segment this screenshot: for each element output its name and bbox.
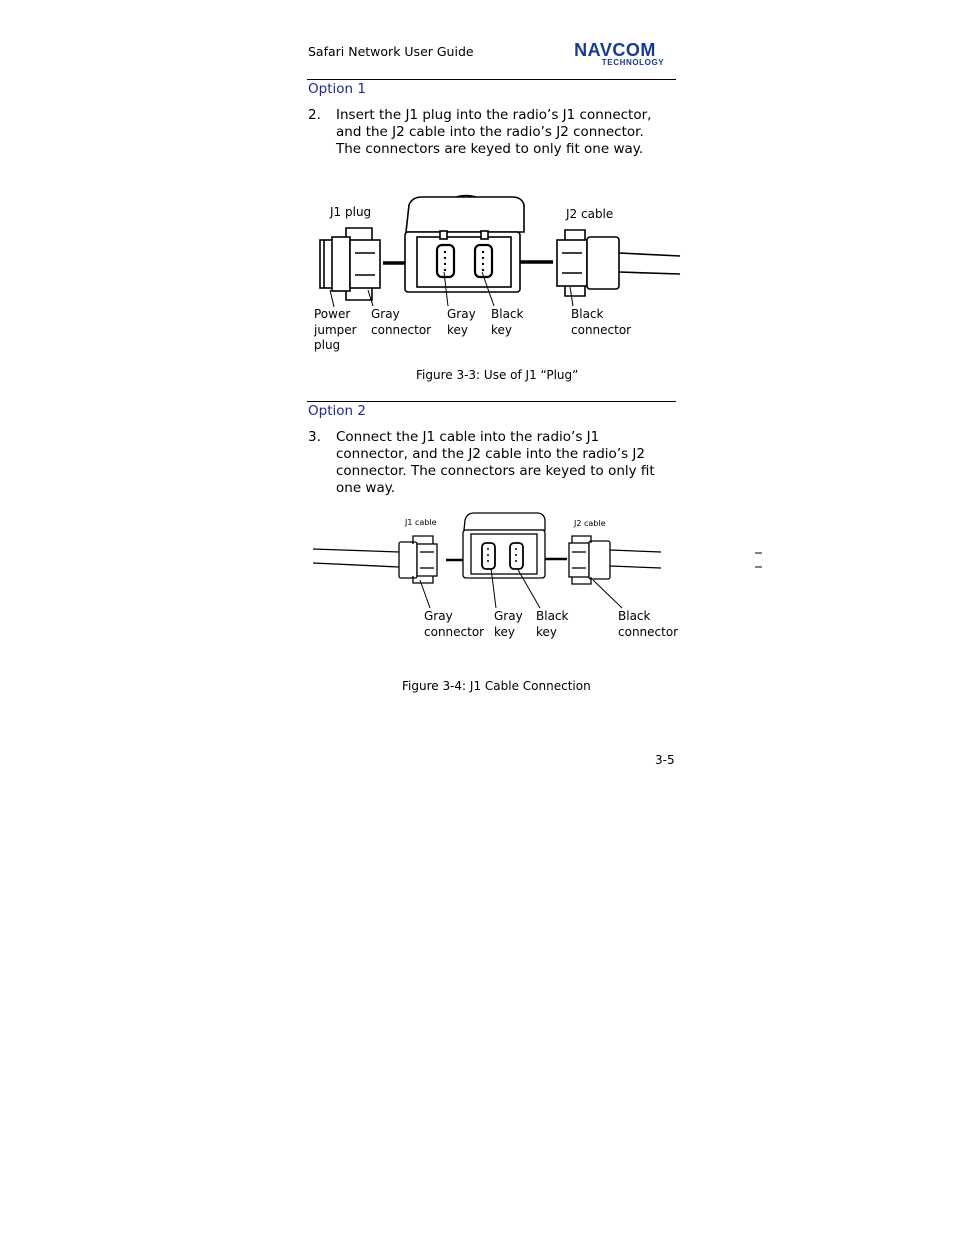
label-black-connector: Black connector — [571, 307, 632, 337]
step-2 — [308, 107, 668, 159]
logo-bottom-text: TECHNOLOGY — [601, 58, 665, 67]
j1-plug-drawing — [320, 228, 380, 300]
step-2-text: Insert the J1 plug into the radio’s J1 connector, and the J2 cable into the radio’s J2 connector. The connectors are keyed to only fit one way. — [336, 107, 652, 157]
label-power-jumper-plug: Power jumper plug — [314, 307, 357, 352]
radio-housing-small — [463, 513, 545, 578]
step-3 — [308, 429, 668, 496]
label-gray-connector: Gray connector — [371, 307, 432, 337]
label-black-key: Black key — [491, 307, 524, 337]
step-3-text: Connect the J1 cable into the radio’s J1 connector, and the J2 cable into the radio’s J2 connector. The connectors are keyed to only fit one way. — [336, 429, 655, 496]
j2-cable-drawing — [557, 230, 680, 296]
label-gray-key-2: Gray key — [494, 609, 523, 639]
label-j2-cable-2: J2 cable — [574, 519, 606, 528]
figure-3-4-diagram — [310, 505, 770, 605]
j2-cable-drawing-2 — [569, 536, 661, 584]
label-black-connector-2: Black connector — [618, 609, 679, 639]
logo-top-text: NAVCOM — [574, 40, 656, 60]
label-j1-cable: J1 cable — [405, 518, 437, 527]
j1-cable-drawing — [313, 536, 437, 583]
step-3-number: 3. — [308, 429, 321, 445]
page-number: 3-5 — [655, 753, 675, 767]
running-header-title: Safari Network User Guide — [308, 44, 474, 59]
label-gray-connector-2: Gray connector — [424, 609, 485, 639]
header-rule — [307, 79, 676, 80]
radio-housing — [405, 196, 524, 293]
option-2-rule — [307, 401, 676, 402]
label-gray-key: Gray key — [447, 307, 476, 337]
label-j2-cable: J2 cable — [566, 207, 614, 221]
navcom-logo — [553, 41, 677, 67]
figure-3-4-caption: Figure 3-4: J1 Cable Connection — [402, 679, 591, 693]
option-1-heading: Option 1 — [308, 81, 366, 97]
step-2-number: 2. — [308, 107, 321, 123]
label-black-key-2: Black key — [536, 609, 569, 639]
option-2-heading: Option 2 — [308, 403, 366, 419]
figure-3-3-caption: Figure 3-3: Use of J1 “Plug” — [416, 368, 579, 382]
label-j1-plug: J1 plug — [330, 205, 372, 219]
